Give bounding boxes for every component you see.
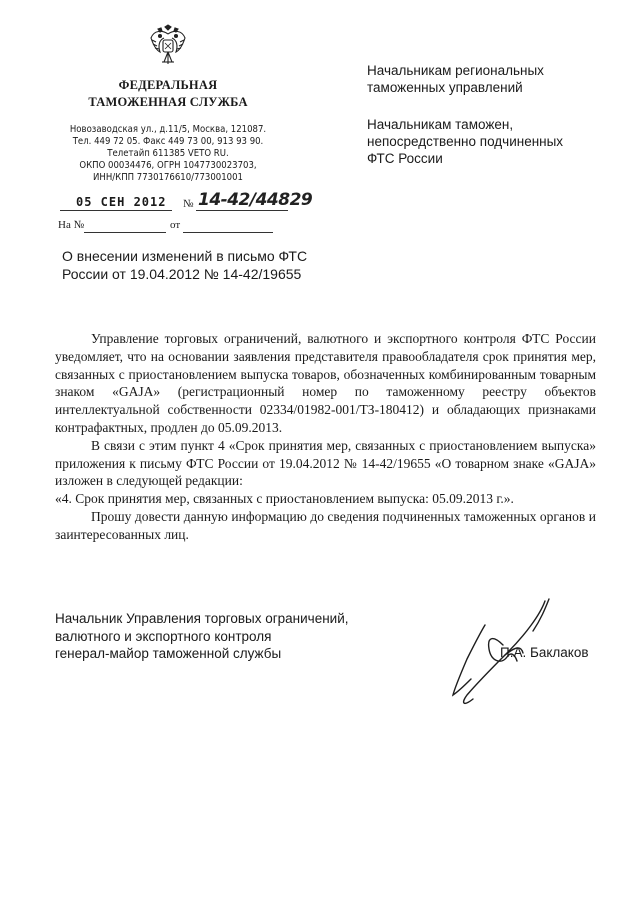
body-paragraph-3: «4. Срок принятия мер, связанных с приостановлением выпуска: 05.09.2013 г.». <box>55 491 514 507</box>
org-name-line-1: ФЕДЕРАЛЬНАЯ <box>118 78 218 92</box>
addressee-line: ФТС России <box>367 151 443 166</box>
reference-number-line <box>84 232 166 233</box>
address-line: Телетайп 611385 VETO RU. <box>107 148 229 159</box>
number-underline <box>196 210 288 211</box>
body-paragraph-1: Управление торговых ограничений, валютного и экспортного контроля ФТС России уведомляет, что на основании заявления представителя правообладателя срок принятия мер, связанных с приостановлением выпуска товаров, обозначенных комбинированным товарным знаком «GAJA» (регистрационный номер по таможенному реестру объектов интеллектуальной собственности 02334/01982-001/ТЗ-180412) и обладающих признаками контрафактных, продлен до 05.09.2013. <box>55 331 596 435</box>
addressee-line: Начальникам таможен, <box>367 117 514 132</box>
date-underline <box>60 210 172 211</box>
address-line: ИНН/КПП 7730176610/773001001 <box>93 172 243 183</box>
letter-body <box>55 330 596 544</box>
subject-line: России от 19.04.2012 № 14-42/19655 <box>62 266 302 282</box>
addressee-block-2 <box>367 116 607 167</box>
addressee-line: Начальникам региональных <box>367 63 544 78</box>
signatory-title-line: Начальник Управления торговых ограничений, <box>55 611 349 626</box>
signatory-title-line: генерал-майор таможенной службы <box>55 646 282 661</box>
addressee-line: таможенных управлений <box>367 80 523 95</box>
reference-from-label: от <box>170 219 181 231</box>
signatory-title <box>55 610 385 663</box>
reference-date-line <box>183 232 273 233</box>
letter-subject <box>62 247 322 283</box>
signatory-title-line: валютного и экспортного контроля <box>55 628 272 644</box>
signatory-name: П.А. Баклаков <box>500 645 589 660</box>
address-line: ОКПО 00034476, ОГРН 1047730023703, <box>79 160 257 171</box>
body-paragraph-4: Прошу довести данную информацию до сведения подчиненных таможенных органов и заинтересованных лиц. <box>55 508 596 542</box>
number-prefix: № <box>183 198 194 210</box>
address-line: Новозаводская ул., д.11/5, Москва, 121087. <box>69 124 267 135</box>
addressee-line: непосредственно подчиненных <box>367 134 564 149</box>
addressee-block-1 <box>367 62 607 96</box>
body-paragraph-2: В связи с этим пункт 4 «Срок принятия мер, связанных с приостановлением выпуска» приложения к письму ФТС России от 19.04.2012 № 14-42/19655 «О товарном знаке «GAJA» изложен в следующей редакции: <box>55 437 596 489</box>
org-name-line-2: ТАМОЖЕННАЯ СЛУЖБА <box>88 95 248 109</box>
date-stamp: 05 СЕН 2012 <box>76 195 167 209</box>
address-line: Тел. 449 72 05. Факс 449 73 00, 913 93 90. <box>72 136 264 147</box>
coat-of-arms-icon <box>148 24 188 68</box>
outgoing-number: 14-42/44829 <box>198 190 313 210</box>
reference-prefix: На № <box>58 219 85 231</box>
subject-line: О внесении изменений в письмо ФТС <box>62 248 308 264</box>
